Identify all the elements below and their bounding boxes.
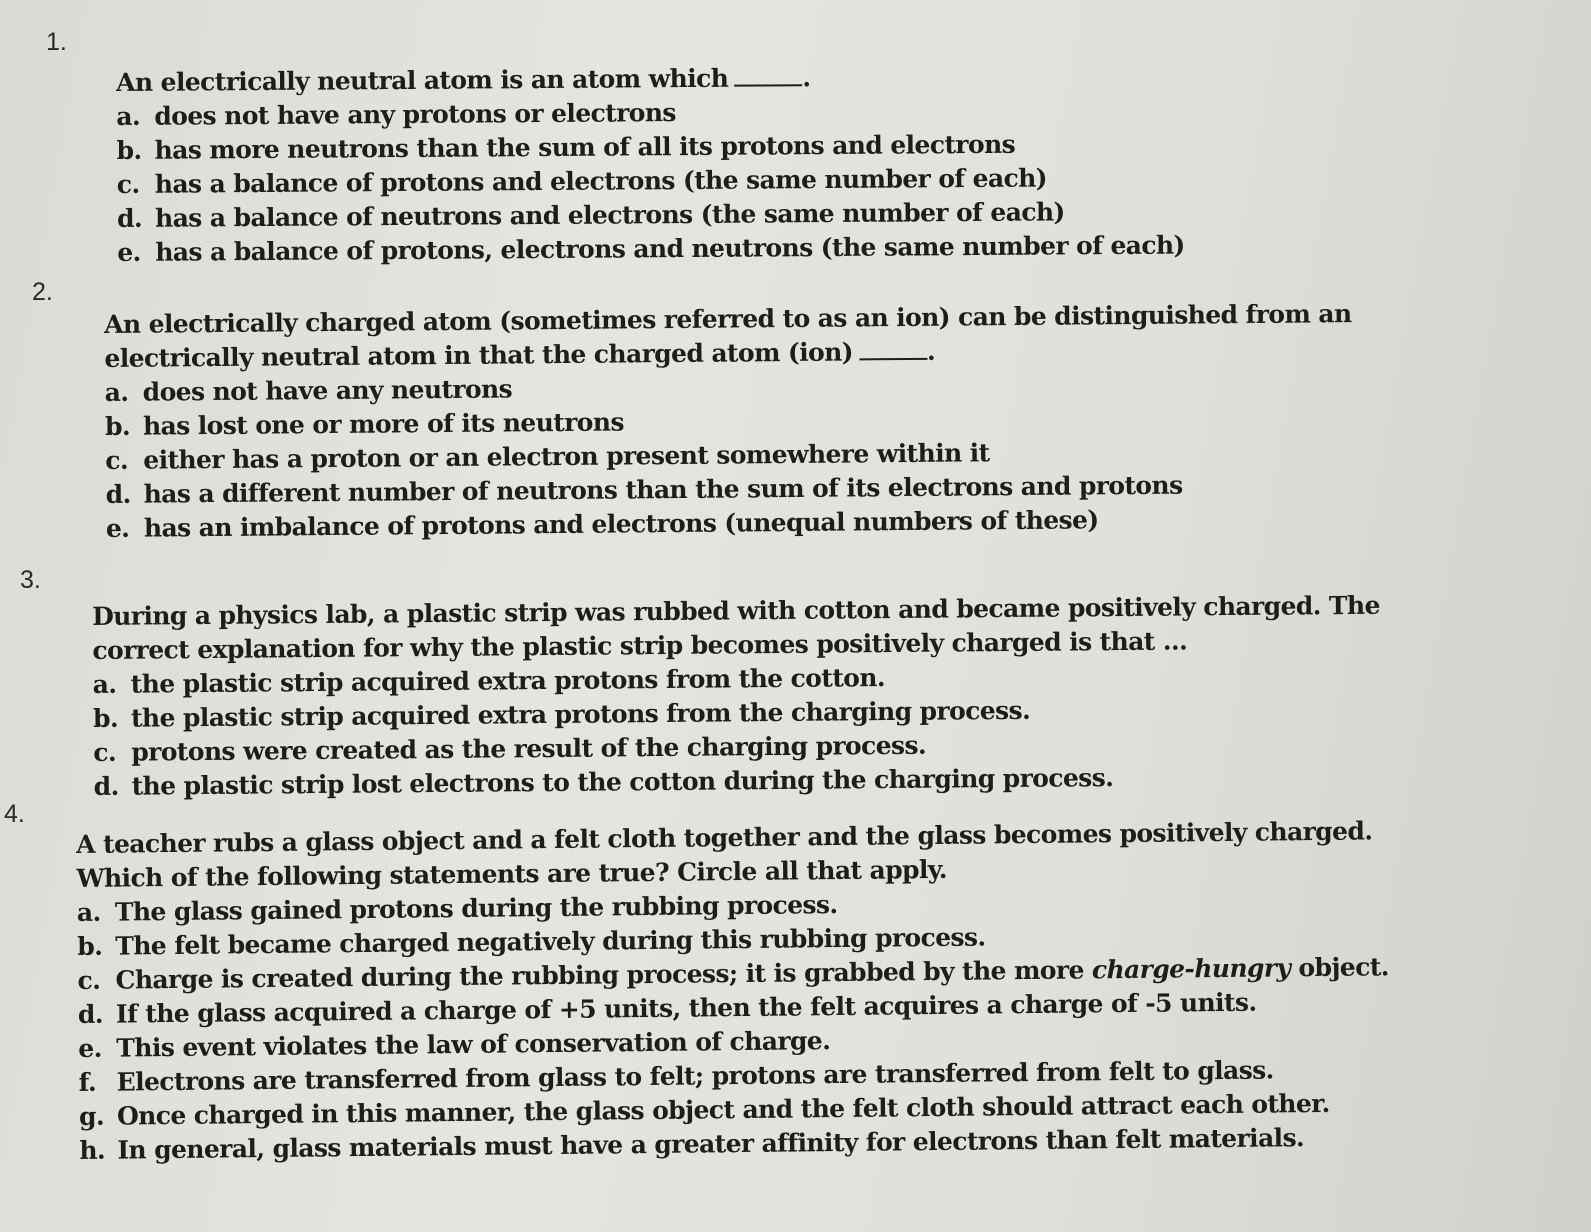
option-text: the plastic strip lost electrons to the cotton during the charging process. — [131, 763, 1114, 801]
option-1e[interactable] — [117, 229, 1185, 270]
option-letter: a. — [76, 897, 101, 927]
option-letter: c. — [116, 169, 140, 199]
option-letter: b. — [116, 135, 142, 165]
option-text-tail: object. — [1290, 952, 1389, 983]
option-text: has lost one or more of its neutrons — [142, 407, 624, 441]
option-letter: c. — [93, 737, 117, 767]
option-letter: c. — [105, 445, 129, 475]
option-text: does not have any protons or electrons — [154, 98, 676, 131]
option-text: the plastic strip acquired extra protons from the charging process. — [130, 695, 1031, 733]
option-letter: d. — [105, 479, 131, 509]
question-2-stem-line-1: An electrically charged atom (sometimes referred to as an ion) can be distinguished from an — [104, 299, 1352, 339]
option-text: The glass gained protons during the rubbing process. — [114, 890, 838, 927]
option-letter: g. — [78, 1101, 105, 1131]
question-2-stem-text: electrically neutral atom in that the charged atom (ion) — [104, 337, 854, 373]
question-3-stem-line-1: During a physics lab, a plastic strip was rubbed with cotton and became positively charged. The — [92, 590, 1380, 631]
blank-suffix: . — [802, 63, 811, 93]
option-letter: e. — [117, 237, 141, 267]
option-letter: a. — [92, 669, 117, 699]
option-text: has a balance of neutrons and electrons (the same number of each) — [154, 197, 1065, 233]
question-2 — [104, 297, 1353, 546]
option-letter: b. — [77, 931, 103, 961]
question-3-stem-line-2: correct explanation for why the plastic strip becomes positively charged is that ... — [92, 626, 1188, 665]
option-text: In general, glass materials must have a greater affinity for electrons than felt materials. — [117, 1123, 1305, 1165]
option-text: does not have any neutrons — [142, 374, 513, 407]
question-1 — [116, 59, 1185, 270]
option-letter: a. — [104, 377, 129, 407]
option-letter: d. — [116, 203, 143, 233]
question-number-2: 2. — [32, 278, 53, 306]
option-text: has more neutrons than the sum of all its protons and electrons — [154, 129, 1016, 165]
option-letter: c. — [77, 965, 101, 995]
option-text: has a different number of neutrons than the sum of its electrons and protons — [143, 470, 1183, 509]
option-letter: d. — [77, 999, 104, 1029]
question-number-4: 4. — [4, 800, 25, 828]
question-1-stem-text: An electrically neutral atom is an atom which — [116, 63, 729, 97]
option-text: the plastic strip acquired extra protons from the cotton. — [130, 663, 886, 699]
option-text: This event violates the law of conservation of charge. — [116, 1026, 831, 1063]
question-number-3: 3. — [20, 566, 41, 594]
question-4-stem-line-1: A teacher rubs a glass object and a felt cloth together and the glass becomes positively charged. — [76, 816, 1373, 859]
option-letter: b. — [104, 411, 131, 441]
option-text: Charge is created during the rubbing process; it is grabbed by the more — [115, 955, 1084, 995]
option-letter: e. — [78, 1033, 102, 1063]
option-text: Electrons are transferred from glass to felt; protons are transferred from felt to glass. — [116, 1055, 1274, 1097]
option-text: has a balance of protons, electrons and neutrons (the same number of each) — [155, 230, 1185, 267]
option-letter: f. — [78, 1067, 97, 1097]
option-text: either has a proton or an electron present somewhere within it — [143, 438, 990, 475]
option-text: protons were created as the result of the charging process. — [131, 730, 927, 767]
option-text: Once charged in this manner, the glass object and the felt cloth should attract each other. — [116, 1088, 1330, 1131]
option-text: has a balance of protons and electrons (the same number of each) — [154, 163, 1048, 199]
option-italic-term: charge-hungry — [1091, 953, 1291, 985]
option-letter: h. — [79, 1135, 106, 1165]
answer-blank — [859, 336, 927, 361]
option-letter: d. — [93, 771, 119, 801]
blank-suffix: . — [926, 336, 936, 366]
option-letter: b. — [92, 703, 119, 733]
option-text: has an imbalance of protons and electrons (unequal numbers of these) — [143, 505, 1099, 543]
question-3 — [92, 589, 1381, 804]
option-letter: a. — [116, 101, 141, 131]
question-number-1: 1. — [46, 28, 67, 56]
option-letter: e. — [105, 513, 130, 543]
option-text: The felt became charged negatively during this rubbing process. — [115, 922, 986, 961]
question-4-stem-line-2: Which of the following statements are true? Circle all that apply. — [76, 854, 948, 893]
answer-blank — [734, 62, 802, 86]
question-4 — [76, 814, 1391, 1168]
option-text: If the glass acquired a charge of +5 units, then the felt acquires a charge of -5 units. — [115, 987, 1257, 1029]
